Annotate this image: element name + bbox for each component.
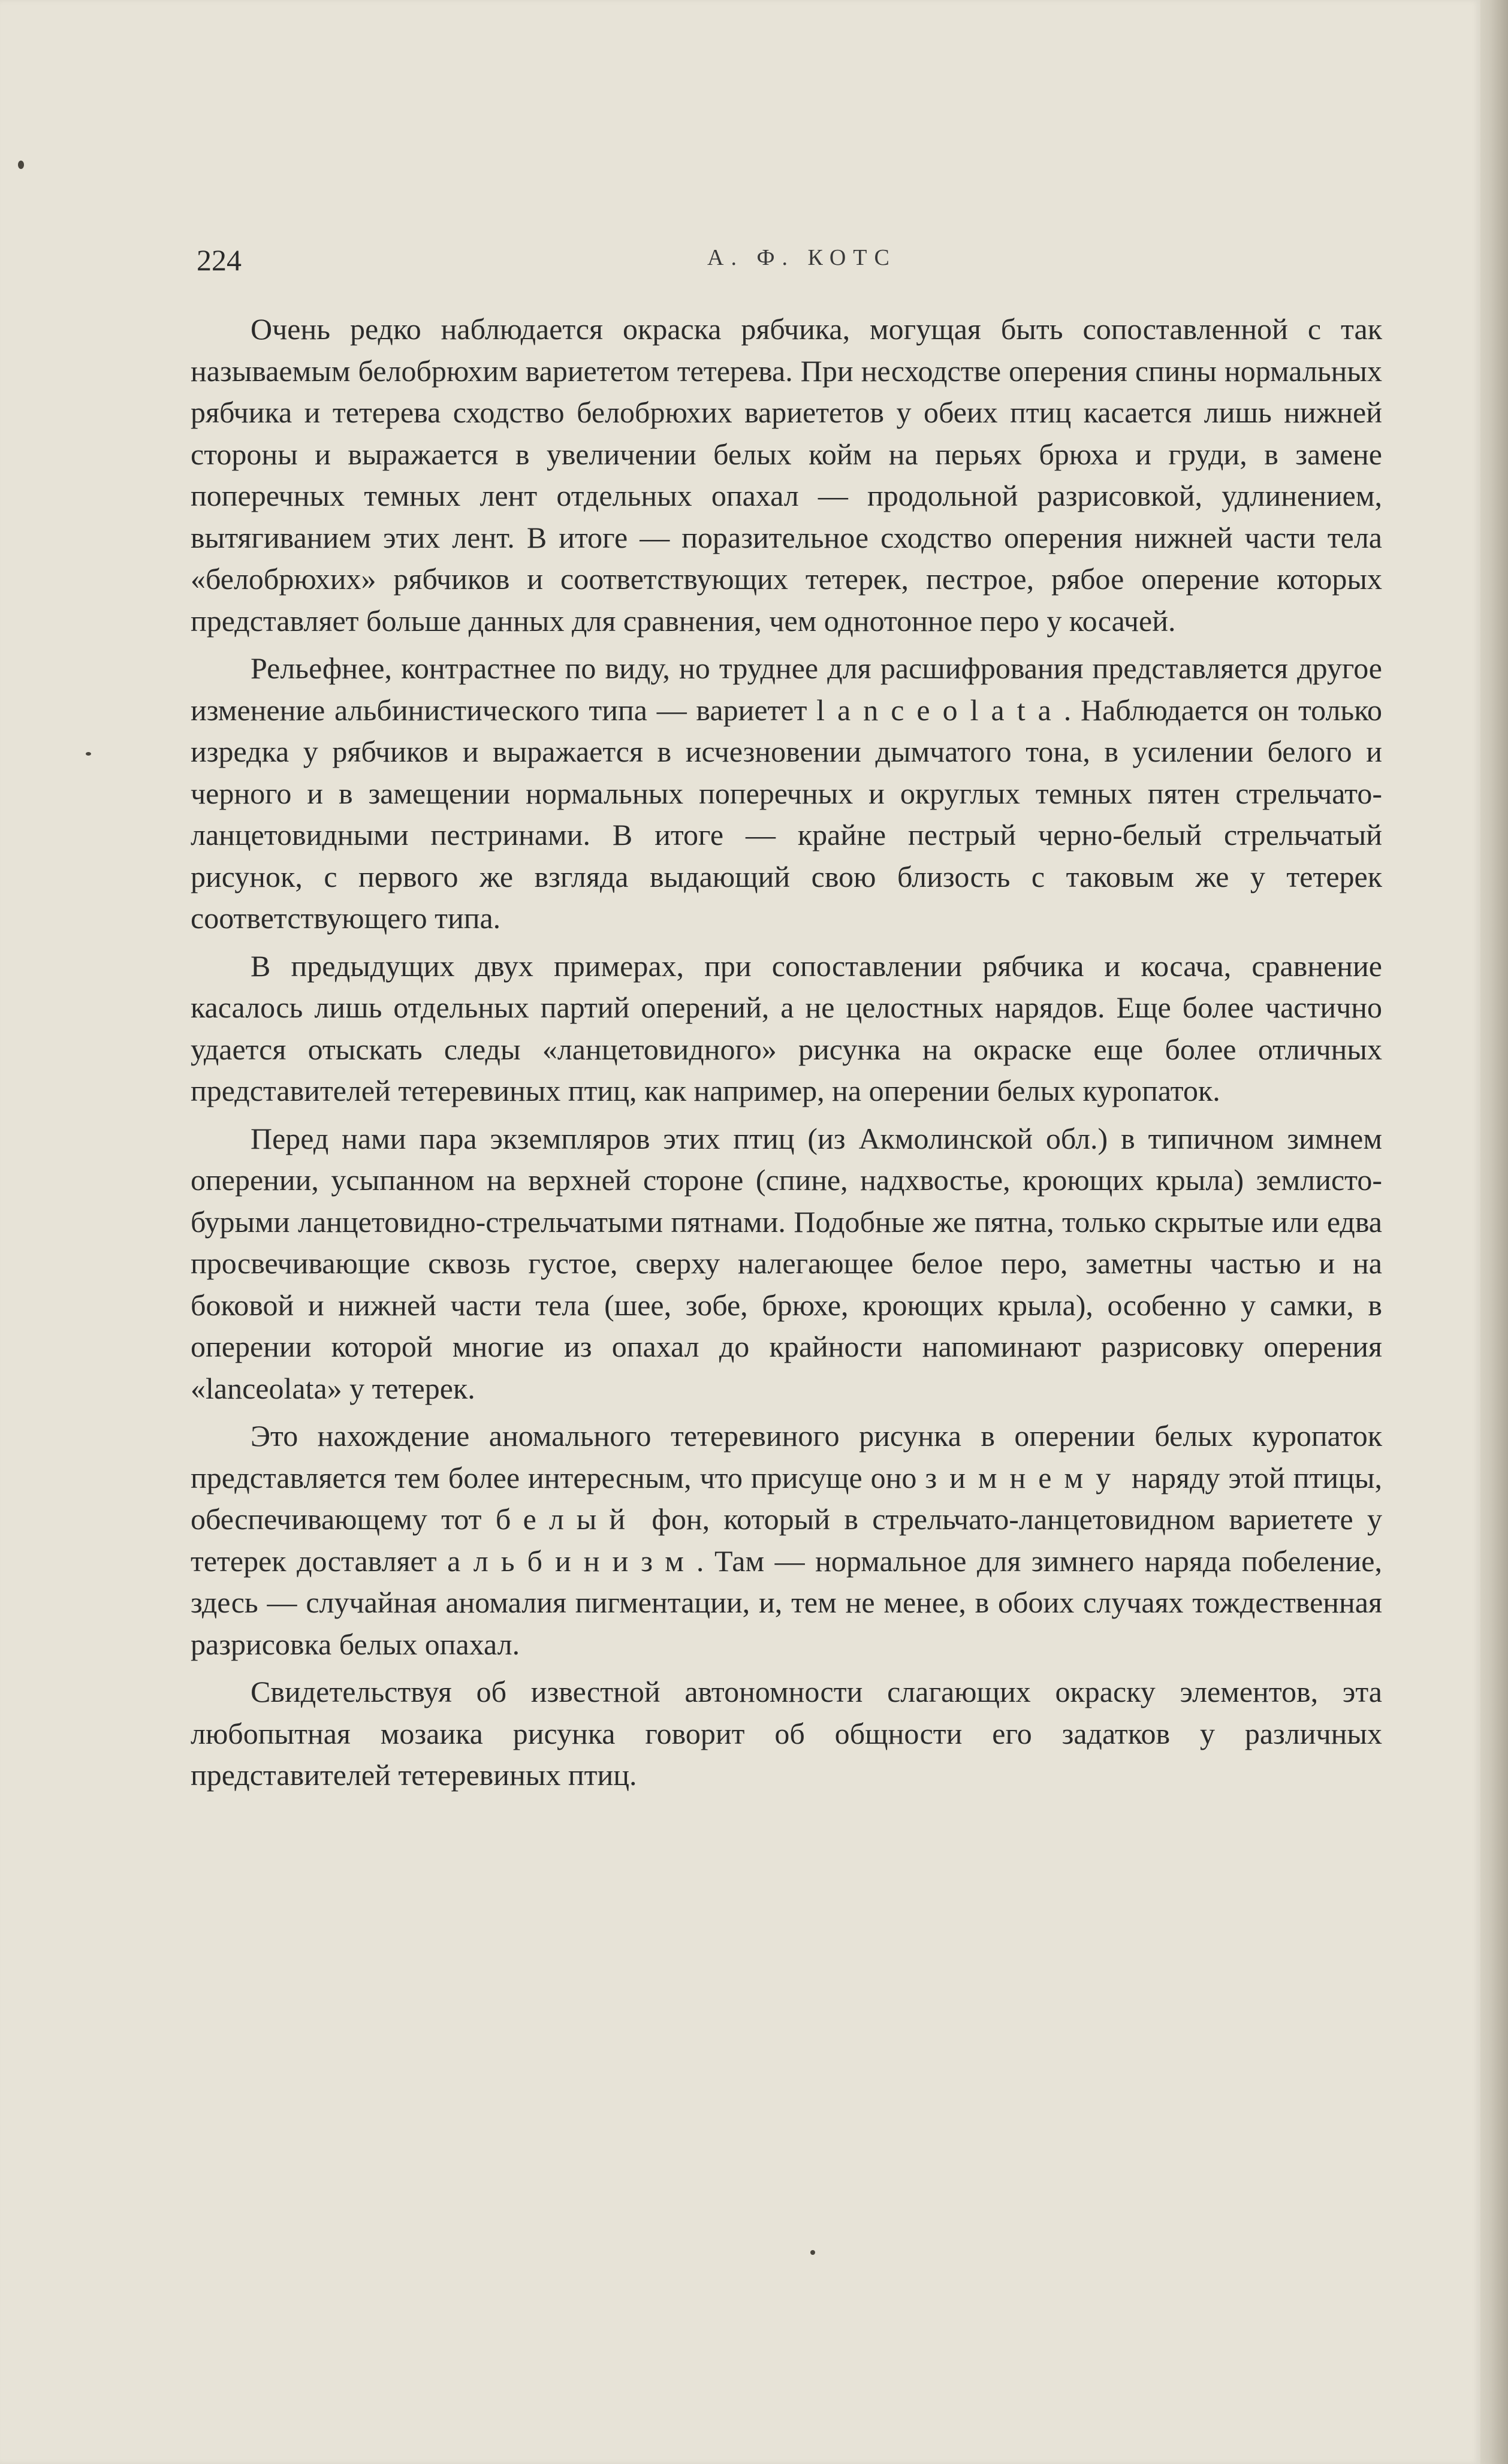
- text-run: . Наблюдается он только изредка у рябчиков и выражается в исчезновении дымчатого тона, в усилении белого и черного и в замещении нормальных поперечных и округлых темных пятен стрельчато-ланцетовидными пестринами. В итоге — крайне пестрый черно-белый стрельчатый рисунок, с первого же взгляда выдающий свою близость с таковым же у тетерек соответствующего типа.: [191, 693, 1382, 935]
- text-run: В предыдущих двух примерах, при сопоставлении рябчика и косача, сравнение касалось лишь отдельных партий оперений, а не целостных нарядов. Еще более частично удается отыскать следы «ланцетовидного» рисунка на окраске еще более отличных представителей тетеревиных птиц, как например, на оперении белых куропаток.: [191, 949, 1382, 1107]
- paper-speck: [810, 2250, 815, 2255]
- spaced-emphasis: белый: [495, 1502, 638, 1536]
- text-run: Перед нами пара экземпляров этих птиц (из Акмолинской обл.) в типичном зимнем оперении, усыпанном на верхней стороне (спине, надхвостье, кроющих крыла) землисто-бурыми ланцетовидно-стрельчатыми пятнами. Подобные же пятна, только скрытые или едва просвечивающие сквозь густое, сверху налегающее белое перо, заметны частью и на боковой и нижней части тела (шее, зобе, брюхе, кроющих крыла), особенно у самки, в оперении которой многие из опахал до крайности напоминают разрисовку оперения «lanceolata» у тетерек.: [191, 1121, 1382, 1405]
- spaced-emphasis: альбинизм: [447, 1544, 696, 1578]
- paragraph: [191, 648, 1382, 940]
- paper-speck: [18, 161, 24, 169]
- running-title: А. Ф. КОТС: [707, 245, 897, 270]
- text-run: фон, который в стрельчато-ланцетовидном вариетете у тетерек доставляет: [191, 1502, 1382, 1578]
- running-head: [0, 0, 1480, 360]
- page-edge: [1480, 0, 1508, 2464]
- text-run: Очень редко наблюдается окраска рябчика, могущая быть сопоставленной с так называемым белобрюхим вариететом тетерева. При несходстве оперения спины нормальных рябчика и тетерева сходство белобрюхих вариететов у обеих птиц касается лишь нижней стороны и выражается в увеличении белых койм на перьях брюха и груди, в замене поперечных темных лент отдельных опахал — продольной разрисовкой, удлинением, вытягиванием этих лент. В итоге — поразительное сходство оперения нижней части тела «белобрюхих» рябчиков и соответствующих тетерек, пестрое, рябое оперение которых представляет больше данных для сравнения, чем однотонное перо у косачей.: [191, 312, 1382, 638]
- paragraph: [191, 1118, 1382, 1410]
- text-run: Рельефнее, контрастнее по виду, но труднее для расшифрования представляется другое изменение альбинистического типа — вариетет: [191, 651, 1382, 727]
- paragraph: [191, 946, 1382, 1112]
- paragraph: [191, 1671, 1382, 1796]
- paper-speck: [86, 752, 91, 756]
- text-run: . Там — нормальное для зимнего наряда побеление, здесь — случайная аномалия пигментации, и, тем не менее, в обоих случаях тождественная разрисовка белых опахал.: [191, 1544, 1382, 1661]
- text-run: Свидетельствуя об известной автономности слагающих окраску элементов, эта любопытная мозаика рисунка говорит об общности его задатков у различных представителей тетеревиных птиц.: [191, 1675, 1382, 1792]
- paragraph: [191, 309, 1382, 642]
- text-run: наряду этой птицы, обеспечивающему тот: [191, 1460, 1383, 1536]
- page-number: 224: [197, 243, 242, 277]
- body-text: [191, 309, 1382, 1802]
- spaced-emphasis: зимнему: [925, 1460, 1124, 1494]
- text-run: Это нахождение аномального тетеревиного рисунка в оперении белых куропаток представляется тем более интересным, что присуще оно: [191, 1419, 1382, 1494]
- paragraph: [191, 1415, 1382, 1665]
- spaced-emphasis: lanceolata: [816, 693, 1064, 727]
